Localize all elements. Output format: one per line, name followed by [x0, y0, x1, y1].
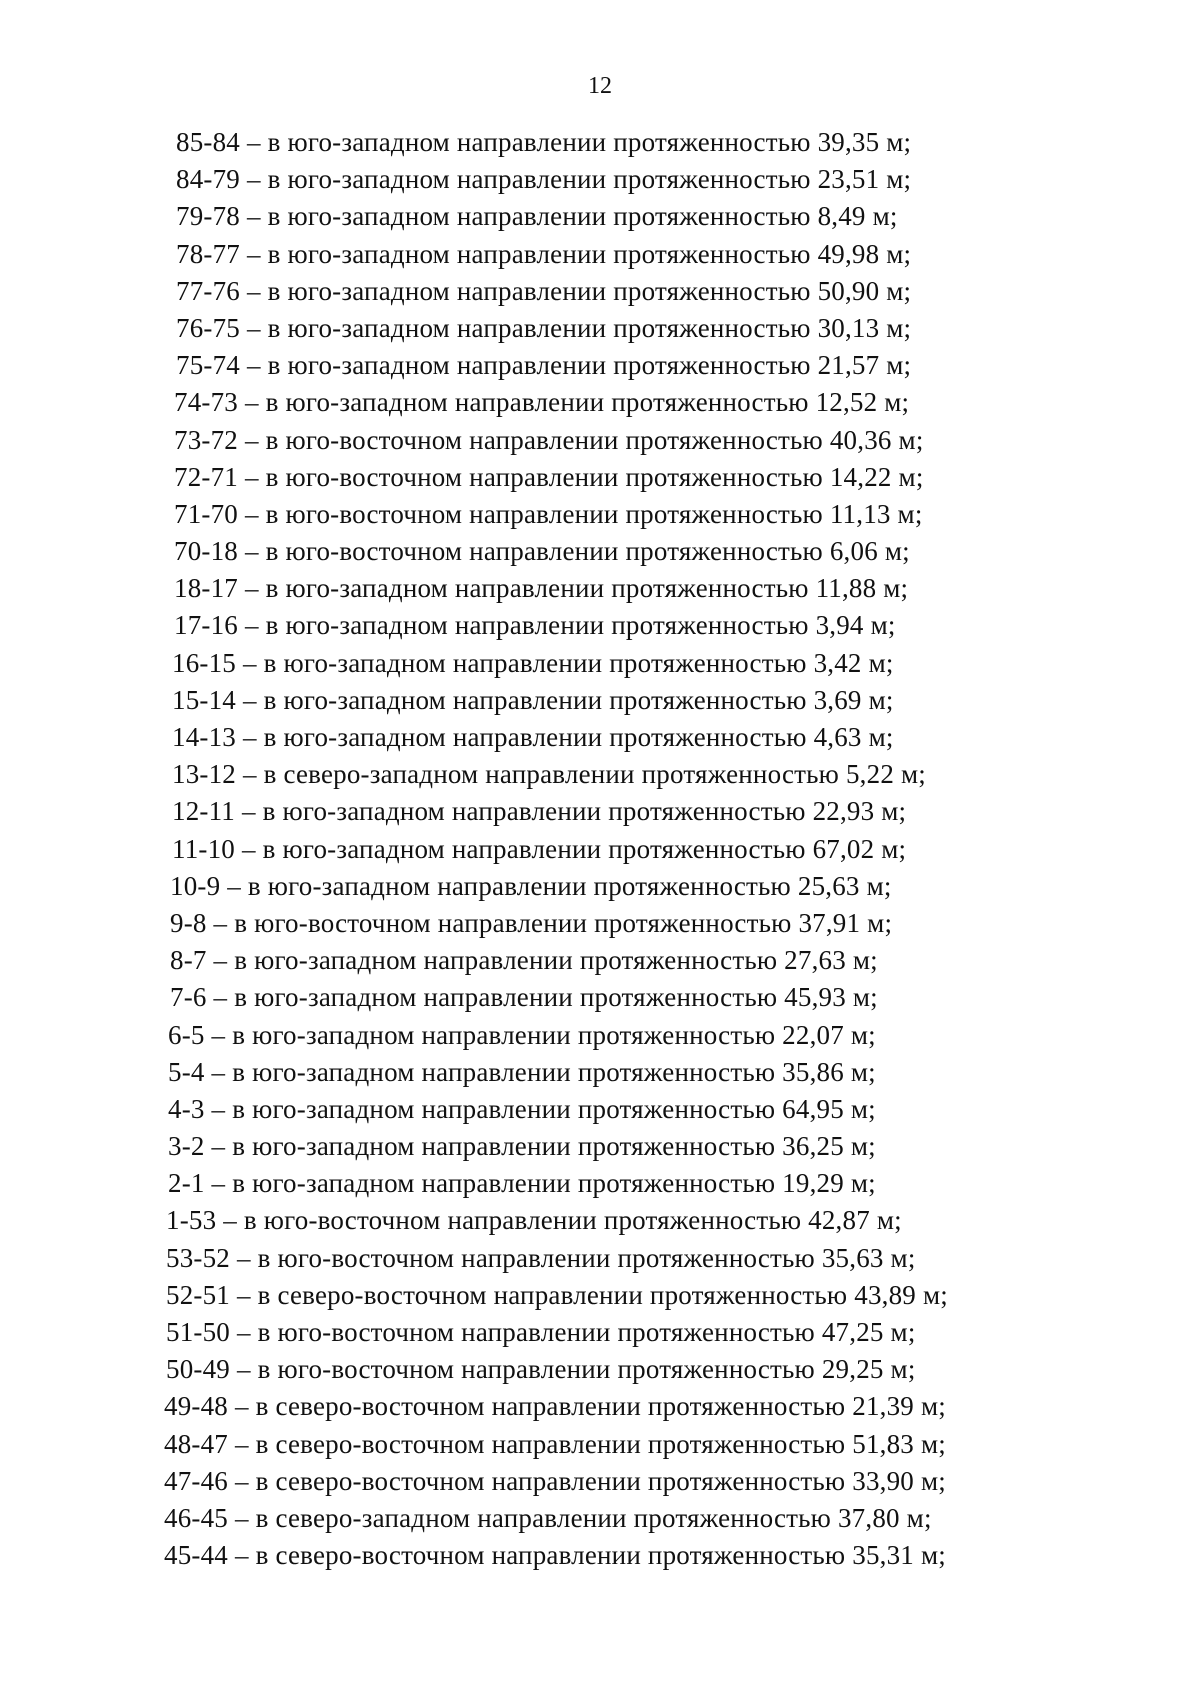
boundary-segment-line: 72-71 – в юго-восточном направлении протяженностью 14,22 м;: [174, 461, 924, 492]
boundary-segment-line: 45-44 – в северо-восточном направлении протяженностью 35,31 м;: [164, 1540, 946, 1571]
boundary-segment-line: 79-78 – в юго-западном направлении протяженностью 8,49 м;: [176, 201, 898, 232]
boundary-segment-line: 15-14 – в юго-западном направлении протяженностью 3,69 м;: [172, 684, 894, 715]
boundary-segment-line: 48-47 – в северо-восточном направлении протяженностью 51,83 м;: [164, 1428, 946, 1459]
boundary-segment-line: 18-17 – в юго-западном направлении протяженностью 11,88 м;: [174, 573, 909, 604]
boundary-segment-line: 5-4 – в юго-западном направлении протяженностью 35,86 м;: [168, 1056, 876, 1087]
boundary-segment-line: 4-3 – в юго-западном направлении протяженностью 64,95 м;: [168, 1093, 876, 1124]
boundary-segment-line: 6-5 – в юго-западном направлении протяженностью 22,07 м;: [168, 1019, 876, 1050]
boundary-segment-line: 73-72 – в юго-восточном направлении протяженностью 40,36 м;: [174, 424, 924, 455]
boundary-segment-line: 46-45 – в северо-западном направлении протяженностью 37,80 м;: [164, 1502, 932, 1533]
boundary-segment-line: 78-77 – в юго-западном направлении протяженностью 49,98 м;: [176, 238, 912, 269]
boundary-segment-line: 84-79 – в юго-западном направлении протяженностью 23,51 м;: [176, 164, 912, 195]
boundary-segment-line: 7-6 – в юго-западном направлении протяженностью 45,93 м;: [170, 982, 878, 1013]
boundary-segment-line: 76-75 – в юго-западном направлении протяженностью 30,13 м;: [176, 312, 912, 343]
boundary-description-list: [164, 124, 1076, 1574]
boundary-segment-line: 8-7 – в юго-западном направлении протяженностью 27,63 м;: [170, 945, 878, 976]
boundary-segment-line: 47-46 – в северо-восточном направлении протяженностью 33,90 м;: [164, 1465, 946, 1496]
boundary-segment-line: 9-8 – в юго-восточном направлении протяженностью 37,91 м;: [170, 907, 893, 938]
boundary-segment-line: 12-11 – в юго-западном направлении протяженностью 22,93 м;: [172, 796, 907, 827]
boundary-segment-line: 74-73 – в юго-западном направлении протяженностью 12,52 м;: [174, 387, 910, 418]
page-number: 12: [588, 73, 612, 99]
boundary-segment-line: 2-1 – в юго-западном направлении протяженностью 19,29 м;: [168, 1168, 876, 1199]
boundary-segment-line: 52-51 – в северо-восточном направлении протяженностью 43,89 м;: [166, 1279, 948, 1310]
boundary-segment-line: 14-13 – в юго-западном направлении протяженностью 4,63 м;: [172, 722, 894, 752]
boundary-segment-line: 50-49 – в юго-восточном направлении протяженностью 29,25 м;: [166, 1354, 916, 1385]
boundary-segment-line: 85-84 – в юго-западном направлении протяженностью 39,35 м;: [176, 127, 912, 157]
boundary-segment-line: 17-16 – в юго-западном направлении протяженностью 3,94 м;: [174, 610, 896, 641]
boundary-segment-line: 77-76 – в юго-западном направлении протяженностью 50,90 м;: [176, 275, 912, 306]
boundary-segment-line: 16-15 – в юго-западном направлении протяженностью 3,42 м;: [172, 647, 894, 678]
boundary-segment-line: 49-48 – в северо-восточном направлении протяженностью 21,39 м;: [164, 1391, 946, 1422]
boundary-segment-line: 51-50 – в юго-восточном направлении протяженностью 47,25 м;: [166, 1317, 916, 1347]
boundary-segment-line: 70-18 – в юго-восточном направлении протяженностью 6,06 м;: [174, 536, 910, 567]
boundary-segment-line: 3-2 – в юго-западном направлении протяженностью 36,25 м;: [168, 1131, 876, 1162]
boundary-segment-line: 10-9 – в юго-западном направлении протяженностью 25,63 м;: [170, 870, 892, 901]
boundary-segment-line: 71-70 – в юго-восточном направлении протяженностью 11,13 м;: [174, 498, 923, 529]
boundary-segment-line: 1-53 – в юго-восточном направлении протяженностью 42,87 м;: [166, 1205, 902, 1236]
boundary-segment-line: 13-12 – в северо-западном направлении протяженностью 5,22 м;: [172, 759, 926, 790]
boundary-segment-line: 53-52 – в юго-восточном направлении протяженностью 35,63 м;: [166, 1242, 916, 1273]
boundary-segment-line: 75-74 – в юго-западном направлении протяженностью 21,57 м;: [176, 350, 912, 381]
boundary-segment-line: 11-10 – в юго-западном направлении протяженностью 67,02 м;: [172, 833, 907, 864]
